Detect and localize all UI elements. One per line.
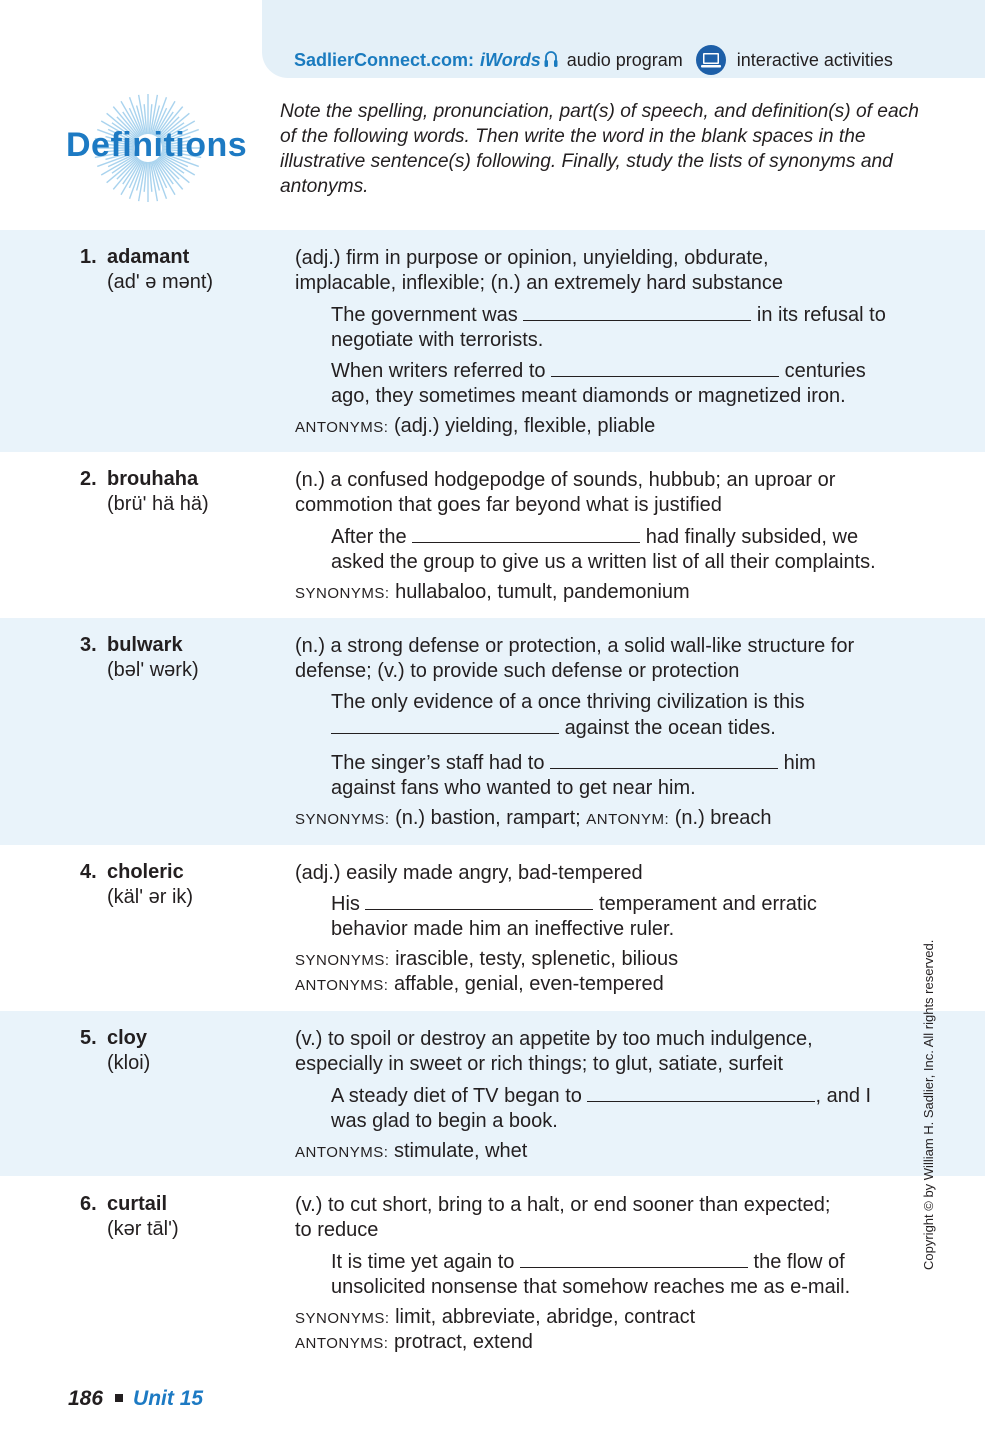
interactive-activities-link[interactable]: interactive activities — [736, 49, 893, 70]
entry-number: 1. — [80, 246, 97, 268]
entry-number: 3. — [80, 634, 97, 656]
definition-line: especially in sweet or rich things; to glut, satiate, surfeit — [295, 1053, 784, 1075]
entry-number: 6. — [80, 1193, 97, 1215]
example-sentence: The only evidence of a once thriving civilization is this against the ocean tides. — [331, 691, 805, 739]
entry-definition — [295, 246, 905, 296]
answer-blank[interactable] — [550, 750, 778, 769]
antonyms-line: ANTONYMS: affable, genial, even-tempered — [295, 973, 664, 995]
example-sentence: His temperament and erratic behavior made him an ineffective ruler. — [331, 893, 817, 940]
definition-line: (n.) a confused hodgepodge of sounds, hubbub; an uproar or — [295, 469, 836, 491]
answer-blank[interactable] — [587, 1083, 815, 1102]
synonyms-line: SYNONYMS: hullabaloo, tumult, pandemonium — [295, 581, 690, 603]
answer-blank[interactable] — [523, 302, 751, 321]
definition-line: (v.) to cut short, bring to a halt, or end sooner than expected; — [295, 1194, 831, 1216]
entry-word: bulwark — [107, 634, 183, 656]
synonyms-line: SYNONYMS: irascible, testy, splenetic, bilious — [295, 948, 679, 970]
entry-word: curtail — [107, 1193, 168, 1215]
entry-pronunciation: (brüʹ hä hä) — [107, 493, 209, 515]
definition-line: implacable, inflexible; (n.) an extremely hard substance — [295, 272, 784, 294]
example-sentence: After the had finally subsided, we asked the group to give us a written list of all their complaints. — [331, 526, 876, 573]
iwords-logo[interactable]: iWords — [480, 49, 541, 70]
entry-definition — [295, 861, 905, 886]
answer-blank[interactable] — [365, 891, 593, 910]
entry-pronunciation: (kälʹ ər ik) — [107, 886, 194, 908]
entry-number: 2. — [80, 468, 97, 490]
example-sentence: The singer’s staff had to him against fans who wanted to get near him. — [331, 752, 816, 799]
headphones-icon — [543, 49, 559, 71]
entry-definition — [295, 1027, 905, 1077]
entry-word: adamant — [107, 246, 190, 268]
entry-definition — [295, 634, 905, 684]
instructions-text: Note the spelling, pronunciation, part(s) of speech, and definition(s) of each of the following words. Then write the word in the blank spaces in the illustrative sentence(s) following. Finally, study the lists of synonyms and antonyms. — [280, 101, 919, 197]
answer-blank[interactable] — [551, 358, 779, 377]
definition-line: defense; (v.) to provide such defense or protection — [295, 660, 740, 682]
entry-number: 5. — [80, 1027, 97, 1049]
page-footer — [68, 1387, 203, 1411]
antonyms-line: ANTONYMS: stimulate, whet — [295, 1140, 528, 1162]
synonyms-line: SYNONYMS: (n.) bastion, rampart; ANTONYM: (n.) breach — [295, 807, 772, 829]
example-sentence: The government was in its refusal to negotiate with terrorists. — [331, 304, 886, 351]
example-sentence: It is time yet again to the flow of unsolicited nonsense that somehow reaches me as e-mail. — [331, 1251, 851, 1298]
entry-pronunciation: (kər tālʹ) — [107, 1218, 179, 1240]
answer-blank[interactable] — [412, 524, 640, 543]
example-sentence: When writers referred to centuries ago, they sometimes meant diamonds or magnetized iron. — [331, 360, 866, 407]
answer-blank[interactable] — [331, 715, 559, 734]
definition-line: to reduce — [295, 1219, 379, 1241]
entry-word: choleric — [107, 861, 184, 883]
copyright-notice: Copyright © by William H. Sadlier, Inc. All rights reserved. — [921, 939, 936, 1270]
example-sentence: A steady diet of TV began to , and I was glad to begin a book. — [331, 1085, 872, 1132]
header-links — [294, 44, 893, 76]
entry-definition — [295, 1193, 905, 1243]
answer-blank[interactable] — [520, 1249, 748, 1268]
sadlier-connect-link[interactable]: SadlierConnect.com: — [294, 49, 475, 70]
entry-pronunciation: (kloi) — [107, 1052, 151, 1074]
entry-number: 4. — [80, 861, 97, 883]
antonyms-line: ANTONYMS: protract, extend — [295, 1331, 533, 1353]
entry-definition — [295, 468, 905, 518]
definition-line: (adj.) firm in purpose or opinion, unyielding, obdurate, — [295, 247, 769, 269]
synonyms-line: SYNONYMS: limit, abbreviate, abridge, contract — [295, 1306, 696, 1328]
unit-label: Unit 15 — [133, 1387, 204, 1410]
definition-line: (v.) to spoil or destroy an appetite by too much indulgence, — [295, 1028, 813, 1050]
page-number: 186 — [68, 1387, 104, 1410]
definition-line: commotion that goes far beyond what is justified — [295, 494, 722, 516]
computer-icon — [695, 44, 727, 76]
entry-word: brouhaha — [107, 468, 199, 490]
entry-word: cloy — [107, 1027, 148, 1049]
definitions-title: Definitions — [66, 126, 248, 164]
definition-line: (adj.) easily made angry, bad-tempered — [295, 862, 643, 884]
definition-line: (n.) a strong defense or protection, a solid wall-like structure for — [295, 635, 855, 657]
audio-program-link[interactable]: audio program — [566, 49, 683, 70]
entry-pronunciation: (adʹ ə mənt) — [107, 271, 214, 293]
bullet-square-icon — [115, 1394, 123, 1402]
antonyms-line: ANTONYMS: (adj.) yielding, flexible, pliable — [295, 415, 656, 437]
entry-pronunciation: (bəlʹ wərk) — [107, 659, 199, 681]
